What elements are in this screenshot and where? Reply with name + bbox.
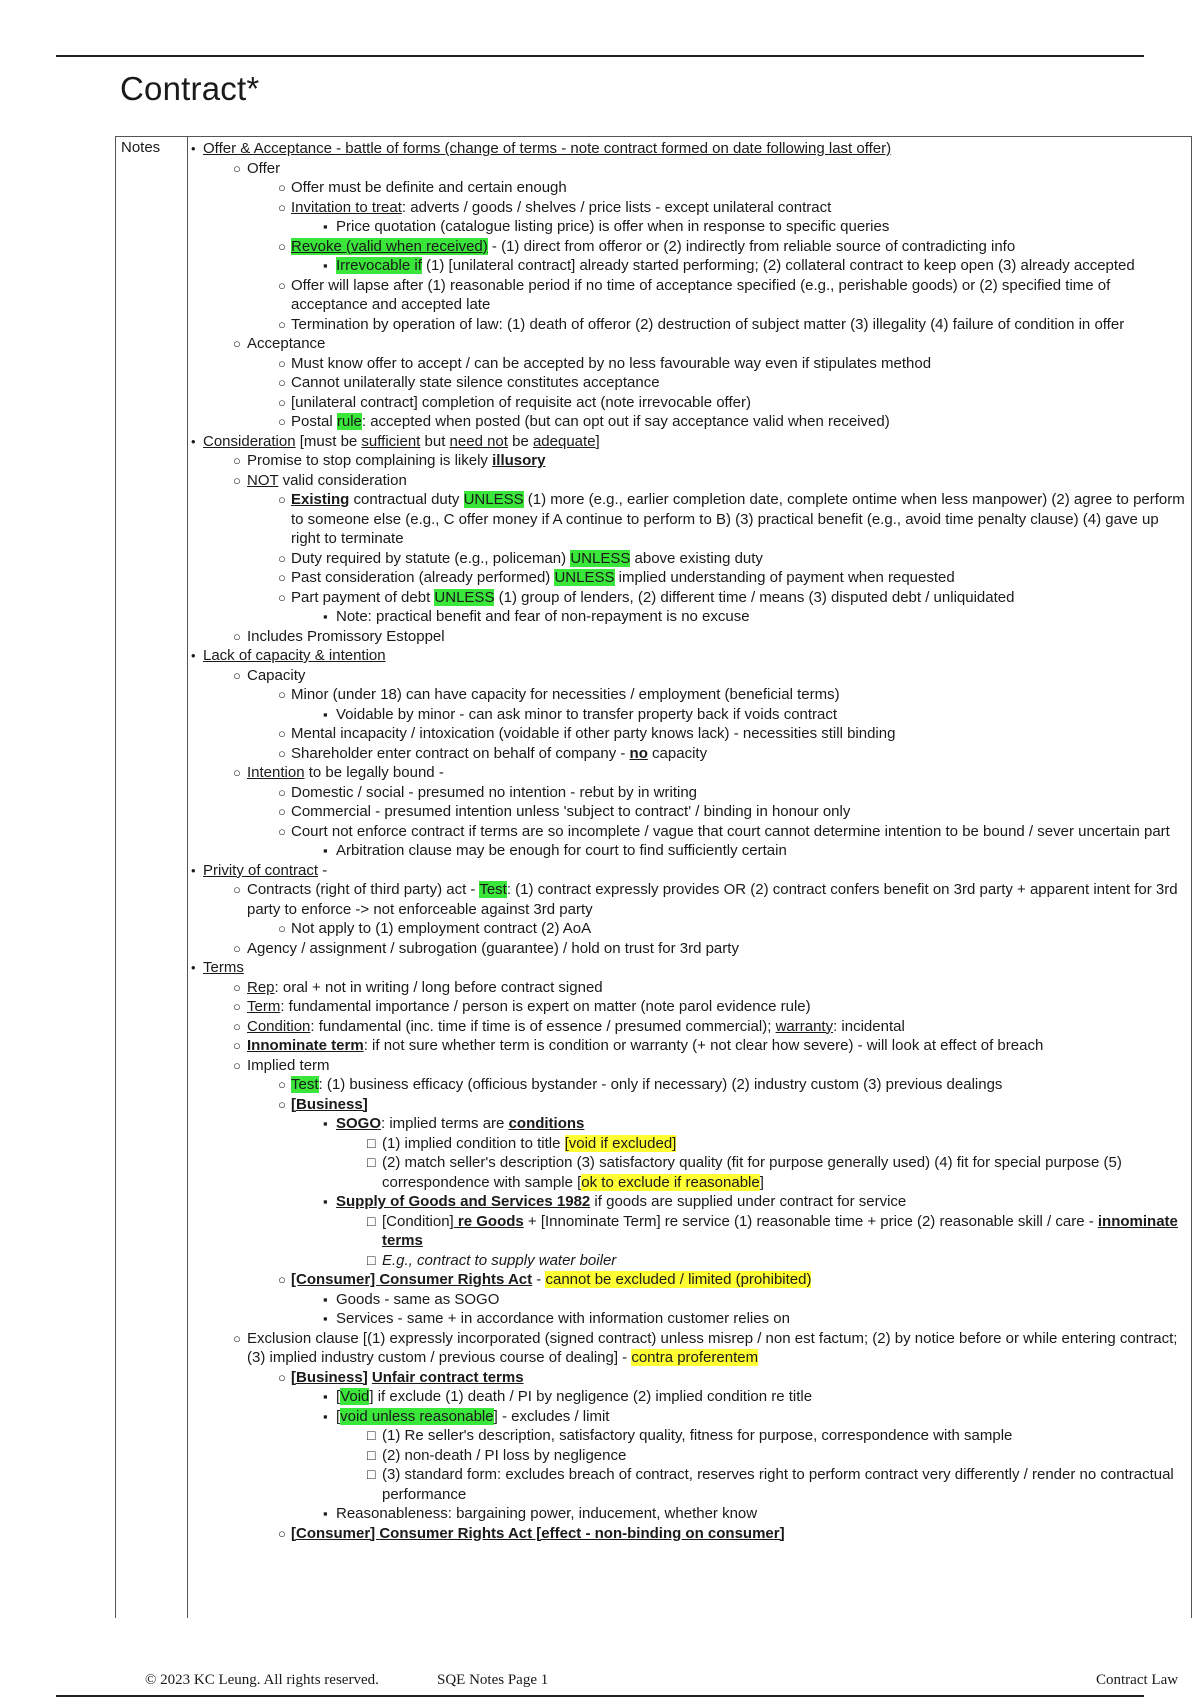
bullet-icon: ○ xyxy=(278,550,286,566)
outline-item xyxy=(189,373,1189,393)
bullet-icon: ○ xyxy=(278,1369,286,1385)
outline-item xyxy=(189,861,1189,881)
outline-text: Offer must be definite and certain enough xyxy=(291,179,567,196)
outline-item xyxy=(189,393,1189,413)
outline-text: Agency / assignment / subrogation (guarantee) / hold on trust for 3rd party xyxy=(247,939,739,957)
bullet-icon: • xyxy=(191,648,196,663)
outline-item xyxy=(189,334,1189,354)
outline-text: ] xyxy=(595,432,600,450)
outline-text: Part payment of debt xyxy=(291,588,435,606)
bullet-icon: ○ xyxy=(233,940,241,956)
outline-item xyxy=(189,1368,1189,1388)
outline-text: re Goods xyxy=(453,1212,524,1230)
bottom-rule xyxy=(56,1695,1144,1697)
outline-text: NOT xyxy=(247,471,279,489)
outline-item xyxy=(189,841,1189,861)
outline-text: [Consumer] Consumer Rights Act xyxy=(291,1271,533,1288)
bullet-icon: ○ xyxy=(278,745,286,761)
outline-item xyxy=(189,1212,1189,1251)
bullet-icon: □ xyxy=(367,1154,376,1170)
bullet-icon: ○ xyxy=(233,472,241,488)
bullet-icon: ▪ xyxy=(323,1291,328,1307)
outline-item xyxy=(189,1504,1189,1524)
outline-text: but xyxy=(420,432,450,450)
outline-text: Services - same + in accordance with information customer relies on xyxy=(336,1310,790,1327)
outline-text: (1) more (e.g., earlier completion date, complete ontime when less manpower) (2) agree to perform to someone else (e.g., C offer money if A continue to perform to B) (3) practical benefit (e.g., avoid time penalty clause) (4) gave up right to terminate xyxy=(291,491,1185,547)
bullet-icon: ○ xyxy=(278,687,286,702)
outline-item xyxy=(189,685,1189,705)
outline-item xyxy=(189,139,1189,159)
page-title: Contract* xyxy=(120,70,260,107)
bullet-icon: ○ xyxy=(278,355,286,371)
outline-text: ] - excludes / limit xyxy=(493,1407,610,1425)
outline-text: above existing duty xyxy=(630,549,763,567)
outline-text: Past consideration (already performed) xyxy=(291,569,555,586)
outline-item xyxy=(189,198,1189,218)
bullet-icon: ○ xyxy=(278,180,286,195)
outline-text: valid consideration xyxy=(278,471,407,489)
outline-text: Privity of contract xyxy=(203,861,319,879)
outline-item xyxy=(189,1036,1189,1056)
outline-item xyxy=(189,627,1189,647)
outline-item xyxy=(189,802,1189,822)
bullet-icon: ○ xyxy=(278,238,286,254)
highlighted-text: void unless reasonable xyxy=(340,1407,494,1425)
outline-text: no xyxy=(629,744,648,762)
outline-text: Court not enforce contract if terms are so incomplete / vague that court cannot determine intention to be bound / sever uncertain part xyxy=(291,822,1170,840)
outline-item xyxy=(189,666,1189,686)
outline-item xyxy=(189,783,1189,803)
bullet-icon: ▪ xyxy=(323,609,328,624)
outline-text: Innominate term xyxy=(247,1037,364,1054)
notes-label-cell xyxy=(116,137,188,1618)
bullet-icon: ○ xyxy=(233,160,241,176)
outline-text: Must know offer to accept / can be accepted by no less favourable way even if stipulates method xyxy=(291,354,932,372)
bullet-icon: ○ xyxy=(233,1018,241,1034)
bullet-icon: □ xyxy=(367,1134,376,1151)
outline-text: [Consumer] Consumer Rights Act [effect - non-binding on consumer] xyxy=(291,1524,785,1542)
outline-item xyxy=(189,178,1189,198)
outline-text: Invitation to treat xyxy=(291,198,402,216)
outline-item xyxy=(189,1017,1189,1037)
highlighted-text: cannot be excluded / limited (prohibited) xyxy=(545,1271,812,1288)
bullet-icon: ○ xyxy=(278,784,286,800)
notes-table xyxy=(115,136,1192,1618)
outline-text: [ xyxy=(336,1407,341,1425)
outline-item xyxy=(189,1095,1189,1115)
bullet-icon: ▪ xyxy=(323,1408,328,1424)
outline-text: : incidental xyxy=(833,1017,905,1035)
bullet-icon: • xyxy=(191,862,196,878)
bullet-icon: ○ xyxy=(278,414,286,429)
outline-text: Capacity xyxy=(247,666,306,684)
outline-item xyxy=(189,1407,1189,1427)
bullet-icon: ○ xyxy=(278,1096,286,1112)
outline-text: Lack of capacity & intention xyxy=(203,647,386,664)
highlighted-text: rule xyxy=(336,413,362,430)
bullet-icon: ○ xyxy=(278,1077,286,1092)
highlighted-text: Irrevocable if xyxy=(336,257,422,274)
outline-item xyxy=(189,1290,1189,1310)
outline-text: ] if exclude (1) death / PI by negligence (2) implied condition re title xyxy=(369,1388,813,1405)
bullet-icon: ○ xyxy=(278,1272,286,1287)
bullet-icon: ○ xyxy=(233,336,241,351)
bullet-icon: ▪ xyxy=(323,1194,328,1209)
outline-text: Postal xyxy=(291,413,337,430)
footer-copyright: © 2023 KC Leung. All rights reserved. xyxy=(145,1672,379,1688)
outline-text: Arbitration clause may be enough for court to find sufficiently certain xyxy=(336,842,787,859)
bullet-icon: ○ xyxy=(278,199,286,215)
outline-text: Note: practical benefit and fear of non-repayment is no excuse xyxy=(336,608,750,625)
outline-text: (1) Re seller's description, satisfactory quality, fitness for purpose, correspondence with sample xyxy=(382,1427,1013,1444)
outline-item xyxy=(189,1524,1189,1544)
outline-item xyxy=(189,724,1189,744)
bullet-icon: ○ xyxy=(278,570,286,585)
outline-item xyxy=(189,939,1189,959)
bullet-icon: ○ xyxy=(233,882,241,897)
bullet-icon: ▪ xyxy=(323,1506,328,1521)
bullet-icon: □ xyxy=(367,1446,376,1463)
bullet-icon: ▪ xyxy=(323,843,328,858)
outline-text: Commercial - presumed intention unless 'subject to contract' / binding in honour only xyxy=(291,803,851,820)
outline-item xyxy=(189,646,1189,666)
outline-text: Offer xyxy=(247,159,281,177)
outline-item xyxy=(189,1114,1189,1134)
bullet-icon: ▪ xyxy=(323,1311,328,1326)
outline-text: SOGO xyxy=(336,1115,382,1132)
outline-text: - xyxy=(318,861,328,879)
outline-item xyxy=(189,237,1189,257)
highlighted-text: ok to exclude if reasonable xyxy=(581,1173,760,1191)
outline-text: Duty required by statute (e.g., policeman) xyxy=(291,549,571,567)
bullet-icon: ▪ xyxy=(323,1389,328,1404)
outline-item xyxy=(189,315,1189,335)
outline-text: Domestic / social - presumed no intention - rebut by in writing xyxy=(291,783,698,801)
outline-text: Exclusion clause [(1) expressly incorporated (signed contract) unless misrep / non est factum; (2) by notice before or while entering contract; (3) implied industry custom / previous course of dealing] - xyxy=(247,1329,1178,1366)
outline-item xyxy=(189,1056,1189,1076)
outline-text: [unilateral contract] completion of requisite act (note irrevocable offer) xyxy=(291,393,751,411)
outline-item xyxy=(189,354,1189,374)
outline-text: Minor (under 18) can have capacity for necessities / employment (beneficial terms) xyxy=(291,686,840,703)
outline-text: Termination by operation of law: (1) death of offeror (2) destruction of subject matter (3) illegality (4) failure of condition in offer xyxy=(291,315,1125,333)
outline-text: be xyxy=(507,432,533,450)
bullet-icon: ○ xyxy=(278,921,286,936)
outline-item xyxy=(189,217,1189,237)
outline-text: Mental incapacity / intoxication (voidable if other party knows lack) - necessities still binding xyxy=(291,725,896,742)
outline-text: (3) standard form: excludes breach of contract, reserves right to perform contract very differently / render no contractual performance xyxy=(382,1466,1174,1503)
outline-text: : fundamental (inc. time if time is of essence / presumed commercial); xyxy=(310,1017,776,1035)
bullet-icon: □ xyxy=(367,1251,376,1268)
bullet-icon: ○ xyxy=(233,979,241,995)
notes-content xyxy=(189,139,1189,1543)
outline-text: [Business] xyxy=(291,1095,368,1113)
outline-item xyxy=(189,1309,1189,1329)
outline-text: Shareholder enter contract on behalf of company - xyxy=(291,744,630,762)
outline-text: Consideration xyxy=(203,432,296,450)
outline-text: Promise to stop complaining is likely xyxy=(247,452,493,469)
outline-text: Term xyxy=(247,998,281,1015)
outline-item xyxy=(189,568,1189,588)
highlighted-text: Test xyxy=(479,881,507,898)
outline-text: - (1) direct from offeror or (2) indirectly from reliable source of contradicting info xyxy=(487,237,1016,255)
outline-text: Offer will lapse after (1) reasonable period if no time of acceptance specified (e.g., perishable goods) or (2) specified time of acceptance and accepted late xyxy=(291,276,1111,313)
outline-item xyxy=(189,919,1189,939)
outline-text: (2) match seller's description (3) satisfactory quality (fit for purpose generally used) (4) fit for special purpose (5) correspondence with sample [ xyxy=(382,1154,1122,1191)
bullet-icon: ○ xyxy=(233,453,241,468)
outline-text: : adverts / goods / shelves / price lists - except unilateral contract xyxy=(401,198,832,216)
outline-text: Existing xyxy=(291,491,350,508)
outline-text: Terms xyxy=(203,959,244,976)
outline-text: (1) [unilateral contract] already started performing; (2) collateral contract to keep open (3) already accepted xyxy=(421,257,1135,274)
bullet-icon: ○ xyxy=(233,1057,241,1073)
outline-text: need not xyxy=(449,432,508,450)
outline-text: : accepted when posted (but can opt out if say acceptance valid when received) xyxy=(361,413,890,430)
outline-item xyxy=(189,549,1189,569)
bullet-icon: □ xyxy=(367,1212,376,1229)
outline-item xyxy=(189,1426,1189,1446)
bullet-icon: ○ xyxy=(278,375,286,390)
outline-text: ] xyxy=(759,1173,764,1191)
bullet-icon: ○ xyxy=(233,1038,241,1053)
bullet-icon: ▪ xyxy=(323,1116,328,1131)
outline-text: : (1) contract expressly provides OR (2) contract confers benefit on 3rd party + apparent intent for 3rd party to enforce -> not enforceable against 3rd party xyxy=(247,881,1178,918)
outline-text: [Condition] xyxy=(382,1212,454,1230)
bullet-icon: ○ xyxy=(278,1525,286,1541)
bullet-icon: ▪ xyxy=(323,706,328,722)
outline-item xyxy=(189,1446,1189,1466)
outline-text: capacity xyxy=(647,744,708,762)
bullet-icon: ○ xyxy=(278,823,286,839)
bullet-icon: • xyxy=(191,433,196,449)
footer-section: Contract Law xyxy=(1096,1672,1179,1688)
bullet-icon: ○ xyxy=(278,726,286,741)
outline-item xyxy=(189,1075,1189,1095)
bullet-icon: □ xyxy=(367,1466,376,1482)
outline-text: (1) group of lenders, (2) different time / means (3) disputed debt / unliquidated xyxy=(494,588,1015,606)
bullet-icon: ○ xyxy=(233,628,241,644)
outline-text: Cannot unilaterally state silence constitutes acceptance xyxy=(291,374,660,391)
outline-item xyxy=(189,490,1189,549)
outline-item xyxy=(189,705,1189,725)
outline-item xyxy=(189,1465,1189,1504)
outline-item xyxy=(189,958,1189,978)
bullet-icon: ○ xyxy=(233,765,241,780)
outline-text: contractual duty xyxy=(349,491,464,508)
outline-text: Voidable by minor - can ask minor to transfer property back if voids contract xyxy=(336,705,838,723)
bullet-icon: ○ xyxy=(278,394,286,410)
outline-item xyxy=(189,1387,1189,1407)
outline-text: : implied terms are xyxy=(381,1115,509,1132)
footer-page-number: SQE Notes Page 1 xyxy=(437,1672,549,1688)
bullet-icon: □ xyxy=(367,1427,376,1443)
bullet-icon: ○ xyxy=(233,1330,241,1346)
outline-text: Contracts (right of third party) act - xyxy=(247,881,480,898)
outline-text: sufficient xyxy=(361,432,421,450)
outline-item xyxy=(189,880,1189,919)
bullet-icon: ○ xyxy=(278,316,286,332)
bullet-icon: ▪ xyxy=(323,219,328,234)
bullet-icon: • xyxy=(191,960,196,975)
outline-item xyxy=(189,412,1189,432)
outline-text: innominate terms xyxy=(382,1212,1178,1249)
outline-item xyxy=(189,588,1189,608)
outline-text: warranty xyxy=(775,1017,834,1035)
outline-text: : (1) business efficacy (officious bystander - only if necessary) (2) industry custom (3) previous dealings xyxy=(318,1076,1003,1093)
outline-text: Offer & Acceptance - battle of forms (change of terms - note contract formed on date following last offer) xyxy=(203,140,892,157)
outline-text: Price quotation (catalogue listing price) is offer when in response to specific queries xyxy=(336,218,890,235)
outline-item xyxy=(189,276,1189,315)
outline-text: : oral + not in writing / long before contract signed xyxy=(274,978,603,996)
outline-text: Intention xyxy=(247,764,305,781)
outline-item xyxy=(189,432,1189,452)
outline-text: Supply of Goods and Services 1982 xyxy=(336,1193,591,1210)
outline-item xyxy=(189,763,1189,783)
highlighted-text: UNLESS xyxy=(463,491,524,508)
outline-text: [ xyxy=(336,1388,341,1405)
outline-text: Rep xyxy=(247,978,275,996)
outline-text: to be legally bound - xyxy=(304,764,444,781)
outline-item xyxy=(189,1251,1189,1271)
bullet-icon: ○ xyxy=(278,589,286,605)
highlighted-text: [void if excluded] xyxy=(564,1134,677,1152)
outline-item xyxy=(189,978,1189,998)
outline-item xyxy=(189,997,1189,1017)
highlighted-text: Test xyxy=(291,1076,319,1093)
outline-text: adequate xyxy=(532,432,596,450)
outline-text: : if not sure whether term is condition or warranty (+ not clear how severe) - will look at effect of breach xyxy=(363,1037,1044,1054)
outline-item xyxy=(189,607,1189,627)
highlighted-text: Revoke (valid when received) xyxy=(291,237,488,255)
outline-text: Not apply to (1) employment contract (2) AoA xyxy=(291,920,592,937)
outline-item xyxy=(189,471,1189,491)
outline-text: Goods - same as SOGO xyxy=(336,1290,500,1308)
bullet-icon: ○ xyxy=(233,999,241,1014)
outline-text: Unfair contract terms xyxy=(371,1368,524,1386)
outline-text: Acceptance xyxy=(247,335,326,352)
outline-text: : fundamental importance / person is expert on matter (note parol evidence rule) xyxy=(280,998,811,1015)
outline-item xyxy=(189,1192,1189,1212)
outline-text: illusory xyxy=(492,452,546,469)
bullet-icon: ○ xyxy=(278,277,286,293)
outline-text: Implied term xyxy=(247,1056,330,1074)
outline-text: [must be xyxy=(295,432,362,450)
top-rule xyxy=(56,55,1144,57)
outline-text: (2) non-death / PI loss by negligence xyxy=(382,1446,627,1464)
outline-text: if goods are supplied under contract for service xyxy=(590,1193,907,1210)
outline-text: Condition xyxy=(247,1017,311,1035)
outline-text: Includes Promissory Estoppel xyxy=(247,627,445,645)
outline-text: conditions xyxy=(508,1115,585,1132)
bullet-icon: ○ xyxy=(278,804,286,819)
outline-text: + [Innominate Term] re service (1) reasonable time + price (2) reasonable skill / care - xyxy=(523,1212,1098,1230)
outline-item xyxy=(189,159,1189,179)
bullet-icon: ▪ xyxy=(323,258,328,273)
notes-label: Notes xyxy=(121,139,161,156)
outline-text: E.g., contract to supply water boiler xyxy=(382,1251,617,1269)
outline-text: (1) implied condition to title xyxy=(382,1134,565,1152)
highlighted-text: Void xyxy=(340,1388,370,1405)
highlighted-text: UNLESS xyxy=(570,549,631,567)
outline-item xyxy=(189,822,1189,842)
outline-text: implied understanding of payment when requested xyxy=(614,569,955,586)
highlighted-text: contra proferentem xyxy=(631,1349,759,1366)
outline-item xyxy=(189,256,1189,276)
bullet-icon: ○ xyxy=(233,667,241,683)
outline-item xyxy=(189,744,1189,764)
outline-text: - xyxy=(532,1271,546,1288)
highlighted-text: UNLESS xyxy=(434,588,495,606)
bullet-icon: ○ xyxy=(278,492,286,507)
outline-item xyxy=(189,1329,1189,1368)
outline-text: Reasonableness: bargaining power, inducement, whether know xyxy=(336,1505,758,1522)
bullet-icon: • xyxy=(191,141,196,156)
outline-item xyxy=(189,451,1189,471)
outline-item xyxy=(189,1270,1189,1290)
outline-text: [Business] xyxy=(291,1368,368,1386)
outline-item xyxy=(189,1153,1189,1192)
highlighted-text: UNLESS xyxy=(554,569,615,586)
outline-item xyxy=(189,1134,1189,1154)
